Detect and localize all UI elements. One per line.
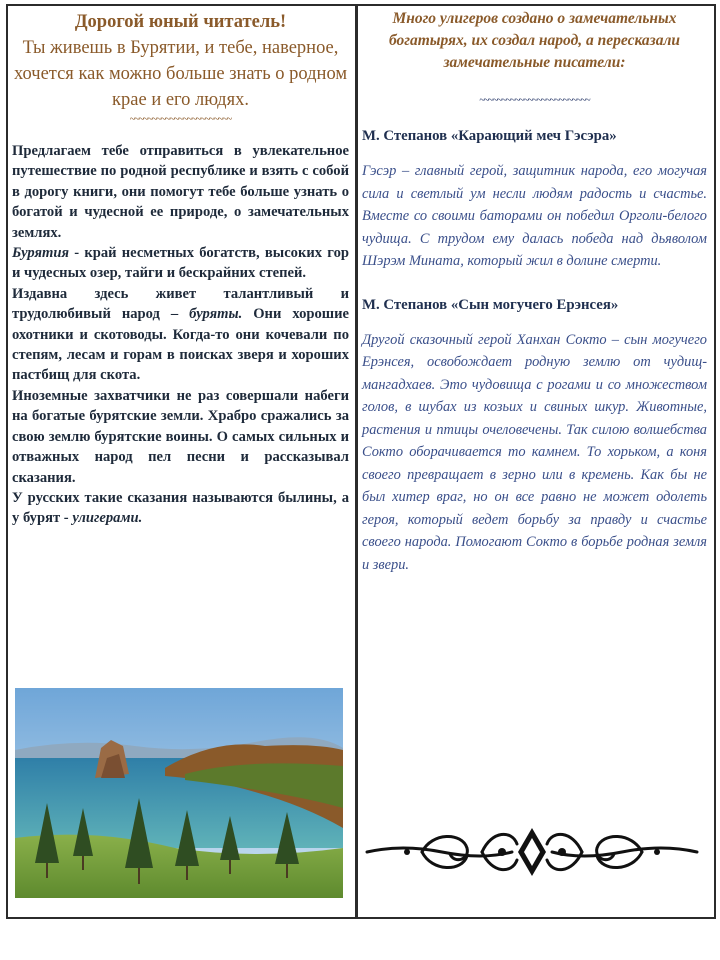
emphasis-buryats: буряты.	[189, 306, 243, 323]
paragraph-people-start: Издавна здесь живет талантливый и трудолюбивый народ –	[12, 285, 349, 323]
right-intro-text: Много улигеров создано о замечательных богатырях, их создал народ, а пересказали замечательные писатели:	[388, 10, 681, 71]
intro-text: Ты живешь в Бурятии, и тебе, наверное, хочется как можно больше знать о родном крае и его людях.	[13, 38, 348, 110]
column-divider	[355, 4, 358, 919]
wave-separator-right: ~~~~~~~~~~~~~~~~~~~~~~~~~	[479, 95, 590, 106]
book-title-gesar: М. Степанов «Карающий меч Гэсэра»	[362, 128, 617, 144]
book-title-erensei: М. Степанов «Сын могучего Ерэнсея»	[362, 296, 619, 313]
left-body-text	[12, 141, 349, 529]
emphasis-uligers: улигерами.	[72, 510, 143, 527]
paragraph-buryatia	[12, 243, 349, 284]
paragraph-journey: Предлагаем тебе отправиться в увлекательное путешествие по родной республике и взять с собой в дорогу книги, они помогут тебе больше узнать о богатой и чудесной ее природе, о замечательных землях.	[12, 143, 349, 241]
decorative-ornament	[362, 822, 702, 882]
wave-separator: ~~~~~~~~~~~~~~~~~~~~~~~	[129, 114, 232, 125]
paragraph-invaders: Иноземные захватчики не раз совершали набеги на богатые бурятские земли. Храбро сражались за свою землю бурятские воины. О самых сильных и отважных народ пел песни и рассказывал сказания.	[12, 387, 349, 486]
book-description-gesar: Гэсэр – главный герой, защитник народа, его могучая сила и светлый ум несли людям радость и счастье. Вместе со своими баторами он победил Орголи-белого чудища. С трудом ему далась победа над дьяволом Шэрэм Мината, который жил в долине смерти.	[362, 163, 707, 269]
paragraph-people	[12, 284, 349, 386]
paragraph-buryatia-text: - край несметных богатств, высоких гор и чудесных озер, тайги и бескрайних степей.	[12, 245, 349, 282]
book-description-erensei: Другой сказочный герой Ханхан Сокто – сын могучего Ерэнсея, освобождает родную землю от чудищ- мангадхаев. Это чудовища с рогами и со множеством голов, в шубах из козьих и свиных шкур. Животные, растения и птицы очеловечены. Так силою волшебства Сокто оборачивается то камнем. То хорьком, а коня своего превращает в зерно или в кремень. Как бы не был хитер враг, но он все равно не может одолеть героя, который ведет борьбу за правду и счастье своего народа. Помогают Сокто в борьбе родная земля и звери.	[362, 331, 707, 573]
emphasis-buryatia: Бурятия	[12, 245, 69, 262]
paragraph-uligers-start: У русских такие сказания называются былины, а у бурят -	[12, 489, 349, 527]
baikal-landscape-photo	[15, 688, 343, 898]
left-column	[12, 8, 349, 529]
right-column	[362, 8, 707, 576]
paragraph-uligers	[12, 488, 349, 529]
paragraph-people-end: Они хорошие охотники и скотоводы. Когда-то они кочевали по степям, лесам и горам в поисках зверя и хороших пастбищ для скота.	[12, 306, 349, 384]
greeting-heading: Дорогой юный читатель!	[74, 12, 287, 32]
